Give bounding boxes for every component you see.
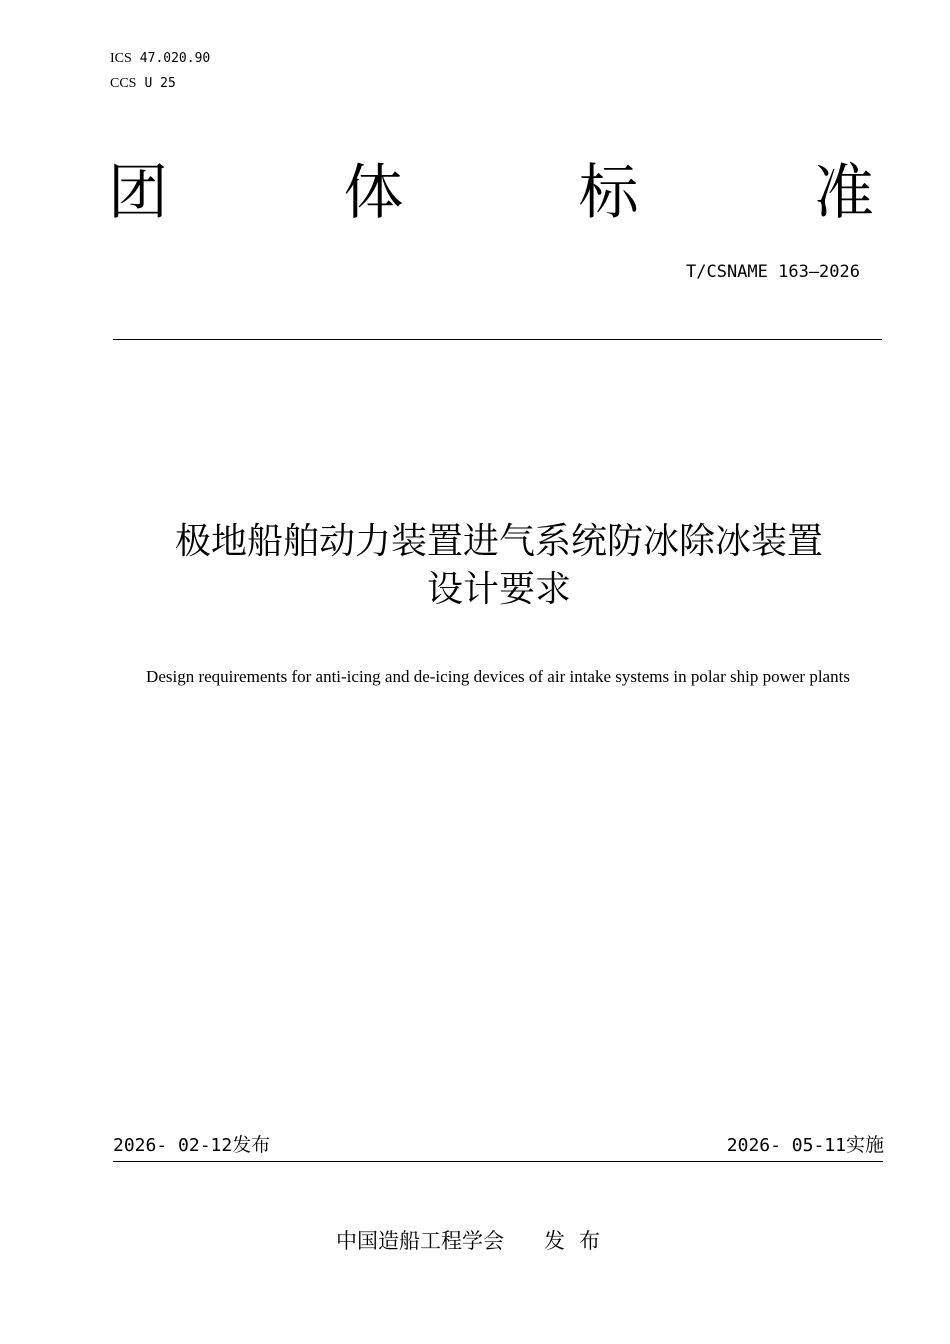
ics-row bbox=[110, 46, 210, 71]
document-type-heading bbox=[108, 158, 874, 228]
chinese-title-line-2: 设计要求 bbox=[426, 569, 571, 610]
implementation-date-block bbox=[727, 1131, 884, 1160]
ics-label: ICS bbox=[110, 51, 132, 66]
bottom-divider bbox=[113, 1161, 883, 1162]
chinese-title-line-1: 极地船舶动力装置进气系统防冰除冰装置 bbox=[174, 521, 823, 562]
classification-codes bbox=[110, 46, 210, 96]
top-divider bbox=[113, 339, 882, 340]
doc-type-char: 准 bbox=[813, 158, 874, 228]
standard-number: T/CSNAME 163—2026 bbox=[686, 262, 860, 282]
issue-date: 2026- 02-12 bbox=[113, 1135, 233, 1156]
issue-date-block bbox=[113, 1131, 270, 1160]
ccs-label: CCS bbox=[110, 76, 137, 91]
issue-label: 发布 bbox=[232, 1134, 271, 1156]
publisher-name: 中国造船工程学会 bbox=[336, 1229, 504, 1253]
publisher-action: 发布 bbox=[544, 1229, 614, 1253]
ics-value: 47.020.90 bbox=[139, 51, 211, 66]
english-title: Design requirements for anti-icing and de-icing devices of air intake systems in polar ship power plants bbox=[146, 667, 850, 686]
ccs-row bbox=[110, 71, 210, 96]
implementation-label: 实施 bbox=[845, 1134, 884, 1156]
publisher-line bbox=[0, 1226, 950, 1256]
doc-type-char: 体 bbox=[343, 158, 404, 228]
doc-type-char: 标 bbox=[578, 158, 639, 228]
doc-type-char: 团 bbox=[108, 158, 168, 228]
ccs-value: U 25 bbox=[144, 76, 176, 91]
implementation-date: 2026- 05-11 bbox=[726, 1135, 846, 1156]
chinese-title bbox=[100, 518, 898, 614]
